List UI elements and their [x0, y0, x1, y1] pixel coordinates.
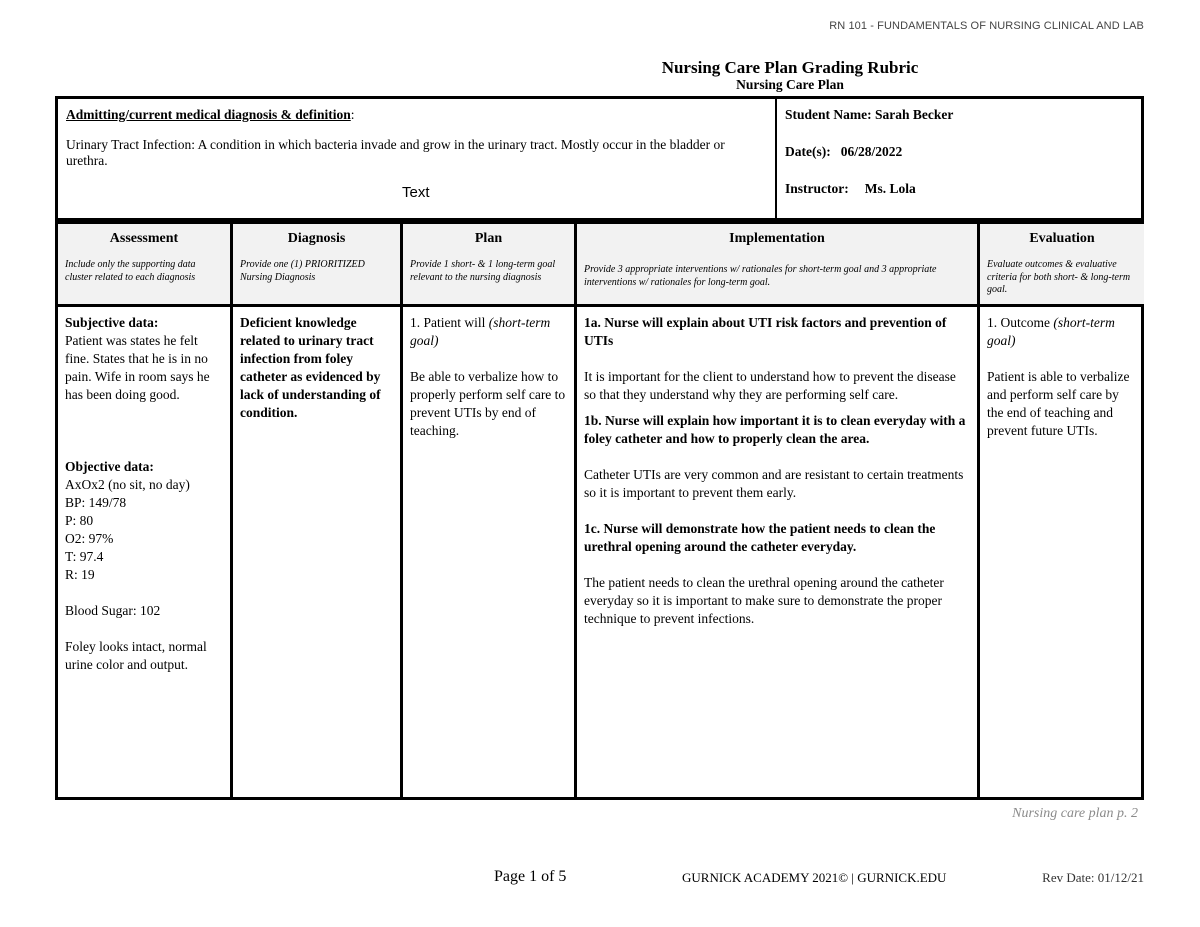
evaluation-title: Evaluation [1029, 231, 1095, 246]
plan-content [403, 307, 574, 447]
outcome-text: Patient is able to verbalize and perform self care by the end of teaching and prevent future UTIs. [987, 369, 1130, 438]
rationale-1a: It is important for the client to understand how to prevent the disease so that they understand why they are performing self care. [584, 369, 956, 402]
instructor-value[interactable]: Ms. Lola [864, 181, 916, 196]
plan-goal-text: Be able to verbalize how to properly perform self care to prevent UTIs by end of teaching. [410, 369, 566, 438]
assessment-header [58, 221, 230, 307]
student-info-cell [777, 99, 1141, 234]
intervention-1c: 1c. Nurse will demonstrate how the patient needs to clean the urethral opening around the catheter everyday. [584, 521, 936, 554]
page-number: Page 1 of 5 [494, 868, 567, 885]
diagnosis-info-box [55, 96, 1144, 221]
objective-item: BP: 149/78 [65, 495, 127, 510]
plan-goal-type: (short-term goal) [410, 315, 551, 348]
assessment-content [58, 307, 230, 681]
implementation-instructions: Provide 3 appropriate interventions w/ rationales for short-term goal and 3 appropriate interventions w/ rationales for long-term goal. [584, 264, 937, 288]
implementation-column [574, 221, 977, 797]
plan-column [400, 221, 574, 797]
evaluation-instructions: Evaluate outcomes & evaluative criteria for both short- & long-term goal. [987, 259, 1131, 295]
diagnosis-column [230, 221, 400, 797]
student-name-value[interactable]: Sarah Becker [875, 107, 954, 122]
academy-footer: GURNICK ACADEMY 2021© | GURNICK.EDU [682, 870, 947, 885]
outcome-prefix: 1. Outcome [987, 315, 1050, 330]
objective-item: O2: 97% [65, 531, 114, 546]
objective-label: Objective data: [65, 459, 154, 474]
instructor-label: Instructor: [785, 181, 849, 196]
implementation-header [577, 221, 977, 307]
diagnosis-content [233, 307, 400, 429]
rationale-1c: The patient needs to clean the urethral opening around the catheter everyday so it is important to make sure to demonstrate the proper technique to prevent infections. [584, 575, 944, 626]
diagnosis-instructions: Provide one (1) PRIORITIZED Nursing Diagnosis [240, 259, 365, 283]
nursing-diagnosis-text: Deficient knowledge related to urinary tract infection from foley catheter as evidenced by lack of understanding of condition. [240, 315, 381, 420]
assessment-instructions: Include only the supporting data cluster related to each diagnosis [65, 259, 196, 283]
implementation-content [577, 307, 977, 635]
outcome-type: (short-term goal) [987, 315, 1115, 348]
objective-item: R: 19 [65, 567, 95, 582]
subjective-text: Patient was states he felt fine. States that he is in no pain. Wife in room says he has been doing good. [65, 333, 210, 402]
evaluation-header [980, 221, 1144, 307]
plan-instructions: Provide 1 short- & 1 long-term goal relevant to the nursing diagnosis [410, 259, 556, 283]
intervention-1b: 1b. Nurse will explain how important it is to clean everyday with a foley catheter and how to properly clean the area. [584, 413, 966, 446]
instructor-row [785, 181, 1133, 218]
objective-item: AxOx2 (no sit, no day) [65, 477, 190, 492]
plan-title: Plan [474, 231, 503, 246]
objective-item: T: 97.4 [65, 549, 104, 564]
evaluation-column [977, 221, 1144, 797]
page-note: Nursing care plan p. 2 [1012, 806, 1138, 821]
document-title-block [590, 58, 990, 93]
document-subtitle: Nursing Care Plan [736, 77, 844, 92]
plan-header [403, 221, 574, 307]
medical-diagnosis-heading [66, 107, 767, 123]
foley-observation: Foley looks intact, normal urine color and output. [65, 639, 207, 672]
plan-goal-heading [410, 314, 567, 350]
student-name-row [785, 107, 1133, 144]
implementation-title: Implementation [729, 231, 825, 246]
outcome-heading [987, 314, 1137, 350]
student-name-label: Student Name: [785, 107, 872, 122]
diagnosis-header [233, 221, 400, 307]
medical-diagnosis-colon: : [350, 107, 355, 122]
dates-value[interactable]: 06/28/2022 [840, 144, 903, 159]
course-header: RN 101 - FUNDAMENTALS OF NURSING CLINICAL AND LAB [829, 20, 1144, 32]
revision-date: Rev Date: 01/12/21 [1042, 870, 1144, 885]
rationale-1b: Catheter UTIs are very common and are resistant to certain treatments so it is important to prevent them early. [584, 467, 964, 500]
diagnosis-title: Diagnosis [287, 231, 346, 246]
medical-diagnosis-definition: Urinary Tract Infection: A condition in which bacteria invade and grow in the urinary tract. Mostly occur in the bladder or urethra. [66, 137, 725, 168]
subjective-label: Subjective data: [65, 315, 159, 330]
care-plan-table [55, 221, 1144, 800]
medical-diagnosis-label: Admitting/current medical diagnosis & definition [66, 107, 351, 122]
plan-goal-prefix: 1. Patient will [410, 315, 486, 330]
dates-label: Date(s): [785, 144, 831, 159]
assessment-title: Assessment [109, 231, 179, 246]
document-title: Nursing Care Plan Grading Rubric [661, 58, 919, 77]
evaluation-content [980, 307, 1144, 447]
objective-item: P: 80 [65, 513, 94, 528]
assessment-column [58, 221, 230, 797]
intervention-1a: 1a. Nurse will explain about UTI risk factors and prevention of UTIs [584, 315, 947, 348]
text-placeholder[interactable]: Text [402, 184, 430, 201]
dates-row [785, 144, 1133, 181]
medical-diagnosis-cell [58, 99, 777, 218]
blood-sugar: Blood Sugar: 102 [65, 603, 161, 618]
